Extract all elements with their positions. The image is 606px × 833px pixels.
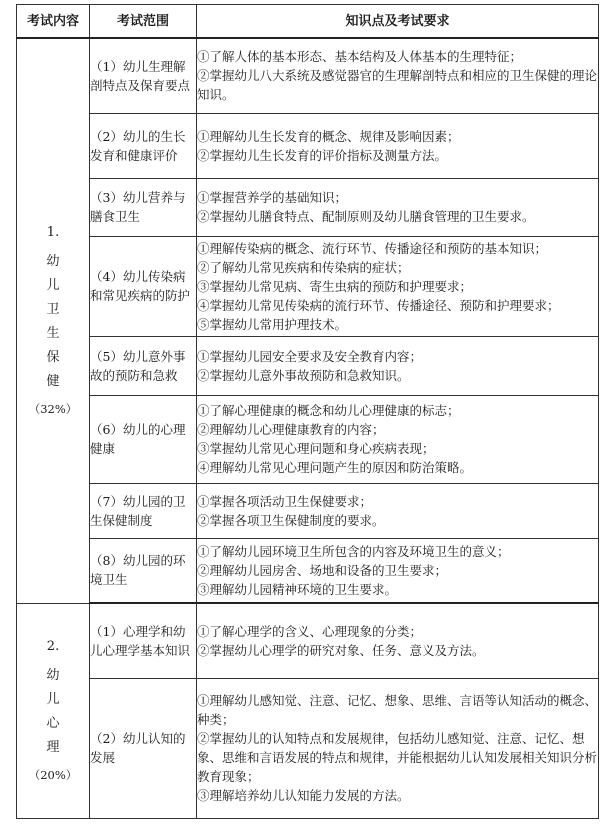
knowledge-point-item: ①了解幼儿园环境卫生所包含的内容及环境卫生的意义； [197, 543, 510, 559]
knowledge-point-item: ②掌握幼儿的认知特点和发展规律，包括幼儿感知觉、注意、记忆、想象、思维和言语发展的特点和规律，并能根据幼儿认知发展相关知识分析教育现象； [197, 731, 598, 784]
table-row [17, 395, 599, 483]
knowledge-points-cell [197, 395, 599, 483]
exam-scope-cell: （1）幼儿生理解剖特点及保育要点 [90, 38, 197, 113]
section-title-char: 幼 [46, 667, 60, 683]
table-row [17, 483, 599, 538]
section-number: 2. [46, 638, 60, 654]
exam-scope-cell: （2）幼儿的生长发育和健康评价 [90, 113, 197, 178]
knowledge-point-item: ②掌握幼儿意外事故预防和急救知识。 [197, 367, 410, 383]
section-title-char: 心 [46, 715, 60, 731]
knowledge-point-item: ①了解心理学的含义、心理现象的分类； [197, 623, 423, 639]
exam-scope-cell: （2）幼儿认知的发展 [90, 678, 197, 818]
exam-scope-cell: （5）幼儿意外事故的预防和急救 [90, 336, 197, 395]
table-header-row [17, 5, 599, 39]
knowledge-points-cell [197, 113, 599, 178]
knowledge-point-item: ①掌握幼儿园安全要求及安全教育内容； [197, 348, 423, 364]
knowledge-point-item: ④掌握幼儿常见传染病的流行环节、传播途径、预防和护理要求； [197, 297, 560, 313]
exam-content-cell [17, 603, 90, 818]
knowledge-points-cell [197, 178, 599, 236]
knowledge-point-item: ②理解幼儿园房舍、场地和设备的卫生要求； [197, 562, 448, 578]
knowledge-point-item: ①掌握营养学的基础知识； [197, 190, 348, 205]
exam-syllabus-table [16, 4, 599, 819]
table-row [17, 538, 599, 603]
knowledge-points-cell [197, 538, 599, 603]
knowledge-point-item: ②理解幼儿心理健康教育的内容； [197, 422, 385, 437]
section-title-char: 儿 [46, 691, 60, 707]
knowledge-points-cell [197, 483, 599, 538]
knowledge-point-item: ③理解培养幼儿认知能力发展的方法。 [197, 788, 410, 803]
knowledge-point-item: ②掌握幼儿心理学的研究对象、任务、意义及方法。 [197, 642, 485, 658]
knowledge-point-item: ①理解幼儿感知觉、注意、记忆、想象、思维、言语等认知活动的概念、种类； [197, 693, 598, 727]
knowledge-point-item: ②掌握幼儿生长发育的评价指标及测量方法。 [197, 147, 448, 163]
section-title-char: 儿 [46, 277, 60, 293]
knowledge-point-item: ③掌握幼儿常见心理问题和身心疾病表现； [197, 441, 435, 456]
table-body [17, 38, 599, 818]
knowledge-point-item: ②了解幼儿常见疾病和传染病的症状； [197, 259, 410, 275]
exam-scope-cell: （4）幼儿传染病和常见疾病的防护 [90, 236, 197, 336]
knowledge-point-item: ①了解人体的基本形态、基本结构及人体基本的生理特征； [197, 49, 523, 65]
header-exam-scope: 考试范围 [90, 5, 197, 39]
table-row [17, 603, 599, 678]
knowledge-point-item: ②掌握幼儿膳食特点、配制原则及幼儿膳食管理的卫生要求。 [197, 209, 535, 224]
knowledge-points-cell [197, 336, 599, 395]
section-title-char: 理 [46, 739, 60, 755]
table-row [17, 178, 599, 236]
table-row [17, 38, 599, 113]
knowledge-points-cell [197, 678, 599, 818]
exam-scope-cell: （3）幼儿营养与膳食卫生 [90, 178, 197, 236]
table-row [17, 336, 599, 395]
exam-scope-cell: （1）心理学和幼儿心理学基本知识 [90, 603, 197, 678]
knowledge-point-item: ①理解传染病的概念、流行环节、传播途径和预防的基本知识； [197, 240, 548, 256]
table-row [17, 678, 599, 818]
knowledge-point-item: ①了解心理健康的概念和幼儿心理健康的标志； [197, 403, 460, 418]
knowledge-point-item: ②掌握各项卫生保健制度的要求。 [197, 512, 385, 528]
header-exam-content: 考试内容 [17, 5, 90, 39]
section-percent: （32%） [28, 401, 78, 416]
knowledge-point-item: ②掌握幼儿八大系统及感觉器官的生理解剖特点和相应的卫生保健的理论知识。 [197, 68, 598, 103]
knowledge-point-item: ①掌握各项活动卫生保健要求； [197, 493, 373, 509]
knowledge-points-cell [197, 236, 599, 336]
section-percent: （20%） [28, 767, 78, 782]
section-title-char: 幼 [46, 253, 60, 269]
knowledge-point-item: ③理解幼儿园精神环境的卫生要求。 [197, 581, 398, 597]
knowledge-points-cell [197, 603, 599, 678]
exam-scope-cell: （6）幼儿的心理健康 [90, 395, 197, 483]
table-row [17, 113, 599, 178]
section-title-char: 保 [46, 349, 60, 365]
table-row [17, 236, 599, 336]
exam-content-cell [17, 38, 90, 603]
knowledge-point-item: ④理解幼儿常见心理问题产生的原因和防治策略。 [197, 460, 473, 475]
header-knowledge-points: 知识点及考试要求 [197, 5, 599, 39]
section-title-char: 卫 [46, 301, 60, 317]
knowledge-points-cell [197, 38, 599, 113]
knowledge-point-item: ①理解幼儿生长发育的概念、规律及影响因素； [197, 128, 460, 144]
exam-scope-cell: （7）幼儿园的卫生保健制度 [90, 483, 197, 538]
section-number: 1. [46, 224, 60, 240]
knowledge-point-item: ⑤掌握幼儿常用护理技术。 [197, 316, 348, 332]
exam-scope-cell: （8）幼儿园的环境卫生 [90, 538, 197, 603]
section-title-char: 生 [46, 325, 60, 341]
section-title-char: 健 [46, 373, 60, 389]
knowledge-point-item: ③掌握幼儿常见病、寄生虫病的预防和护理要求； [197, 278, 473, 294]
